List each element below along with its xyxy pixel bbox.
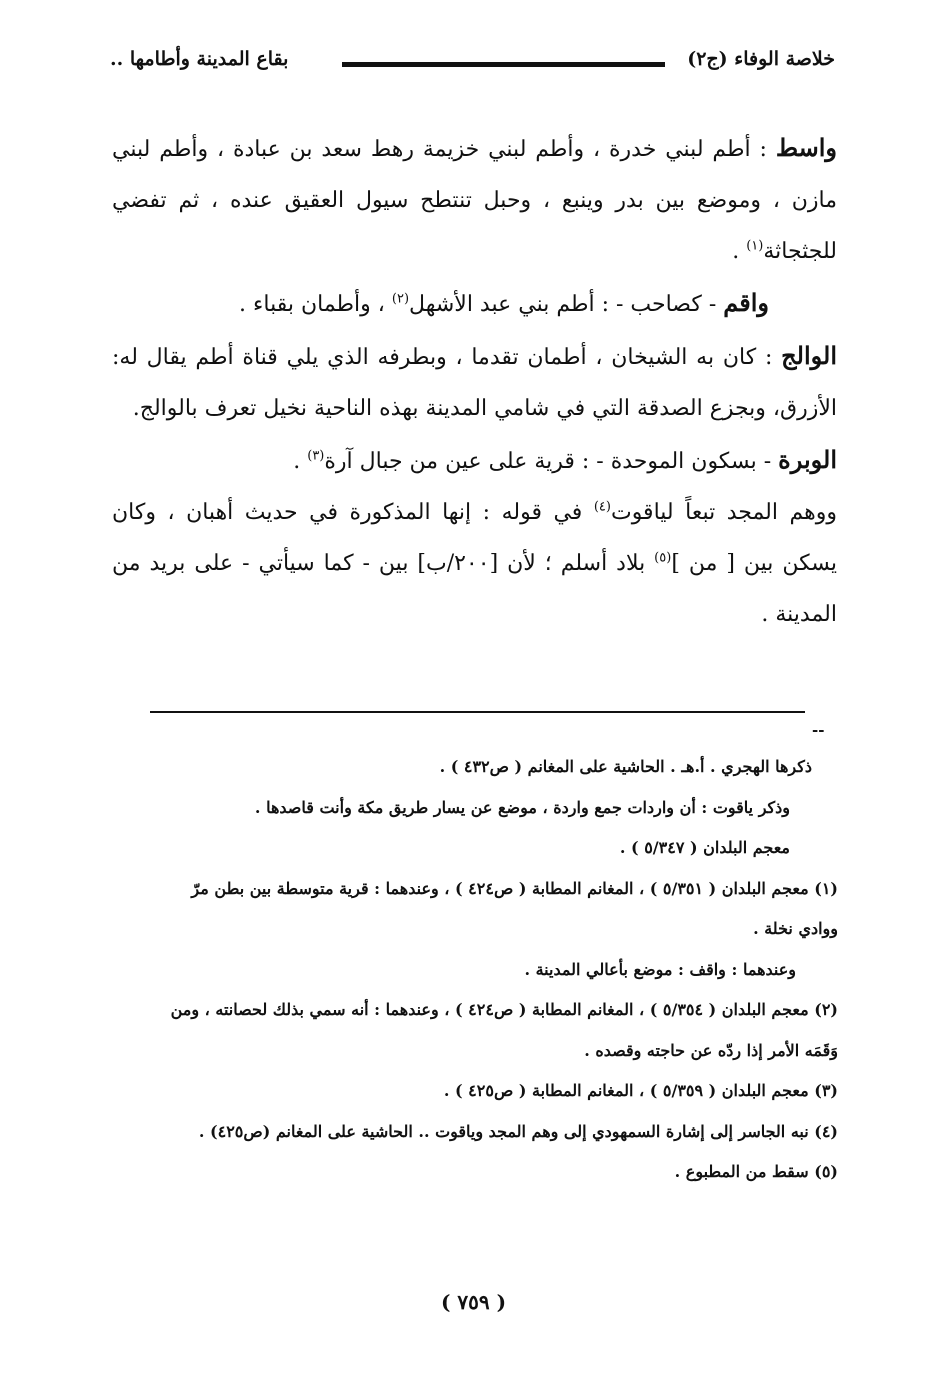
footnote-4: (٤) نبه الجاسر إلى إشارة السمهودي إلى وهم المجد وياقوت .. الحاشية على المغانم (ص٤٢٥) .: [198, 1121, 838, 1141]
main-text: [112, 122, 837, 640]
footnote-1: (١) معجم البلدان ( ٥/٣٥١ ) ، المغانم المطابة ( ص٤٢٤ ) ، وعندهما : قرية متوسطة بين بطن مرّ ووادي نخلة .: [191, 878, 838, 938]
term-waqim: واقم: [723, 288, 769, 317]
footnote-ref[interactable]: (٢): [391, 291, 410, 307]
header-rule: [342, 62, 665, 67]
footnote-ref[interactable]: (١): [746, 238, 764, 254]
term-wasit: واسط: [775, 133, 838, 162]
paragraph-text: - كصاحب - : أطم بني عبد الأشهل: [409, 292, 724, 317]
paragraph-text: ووهم المجد تبعاً لياقوت: [610, 500, 837, 525]
footnote-separator: [150, 711, 805, 713]
running-header: [110, 44, 835, 84]
footnote-1-cont: وعندهما : واقف : موضع بأعالي المدينة .: [524, 959, 796, 979]
paragraph-text: : أطم لبني خدرة ، وأطم لبني خزيمة رهط سعد بن عبادة ، وأطم لبني مازن ، وموضع بين بدر وينبع ، وحبل تنتطح سيول العقيق عنده ، ثم تفضي للجثجاثة: [112, 137, 837, 264]
footnote-continued: معجم البلدان ( ٥/٣٤٧ ) .: [619, 838, 790, 857]
footnote-5: (٥) سقط من المطبوع .: [674, 1162, 838, 1181]
paragraph-text: : كان به الشيخان ، أطمان تقدما ، وبطرفه الذي يلي قناة أطم يقال له: الأزرق، وبجزع الصدقة التي في شامي المدينة بهذه الناحية نخيل تعرف بالوالج.: [112, 345, 837, 421]
footnote-continuation-mark: --: [812, 721, 825, 739]
paragraph-walij: [112, 330, 837, 434]
footnote-ref[interactable]: (٣): [307, 448, 325, 464]
section-title: بقاع المدينة وأطامها ..: [110, 48, 289, 70]
footnote-continued: وذكر ياقوت : أن واردات جمع واردة ، موضع عن يسار طريق مكة وأنت قاصدها .: [254, 797, 790, 817]
paragraph-waqim: واقم - كصاحب - : أطم بني عبد الأشهل$^{(٢)}$ ، وأطمان بقباء .: [239, 288, 769, 317]
term-walij: الوالج: [781, 341, 837, 370]
book-title: خلاصة الوفاء (ج٢): [687, 48, 835, 70]
term-wabra: الوبرة: [778, 445, 837, 474]
footnote-ref[interactable]: (٥): [654, 550, 672, 566]
footnote-ref[interactable]: (٤): [593, 499, 611, 515]
paragraph-text: - بسكون الموحدة - : قرية على عين من جبال آرة: [324, 449, 779, 474]
footnote-3: (٣) معجم البلدان ( ٥/٣٥٩ ) ، المغانم المطابة ( ص٤٢٥ ) .: [443, 1081, 838, 1100]
footnotes: [158, 747, 838, 1193]
paragraph-wahm: ووهم المجد تبعاً لياقوت$^{(٤)}$ في قوله : إنها المذكورة في حديث أهبان ، وكان يسكن بين [ من ]$^{(٥)}$ بلاد أسلم ؛ لأن [٢٠٠/ب] بين - كما سيأتي - على بريد من المدينة .: [112, 499, 838, 627]
page-number: ( ٧٥٩ ): [440, 1290, 507, 1314]
paragraph-wasit: واسط : أطم لبني خدرة ، وأطم لبني خزيمة رهط سعد بن عبادة ، وأطم لبني مازن ، وموضع بين بدر وينبع ، وحبل تنتطح سيول العقيق عنده ، ثم تفضي للجثجاثة$^{(١)}$ .: [112, 133, 838, 264]
paragraph-wabra: الوبرة - بسكون الموحدة - : قرية على عين من جبال آرة$^{(٣)}$ .: [293, 445, 837, 474]
footnote-2: (٢) معجم البلدان ( ٥/٣٥٤ ) ، المغانم المطابة ( ص٤٢٤ ) ، وعندهما : أنه سمي بذلك لحصانته ، ومن وَقَمَه الأمر إذا ردّه عن حاجته وقصده .: [170, 1000, 838, 1060]
footnote-continued: ذكرها الهجري . أ.هـ . الحاشية على المغانم ( ص٤٣٢ ) .: [439, 757, 812, 776]
